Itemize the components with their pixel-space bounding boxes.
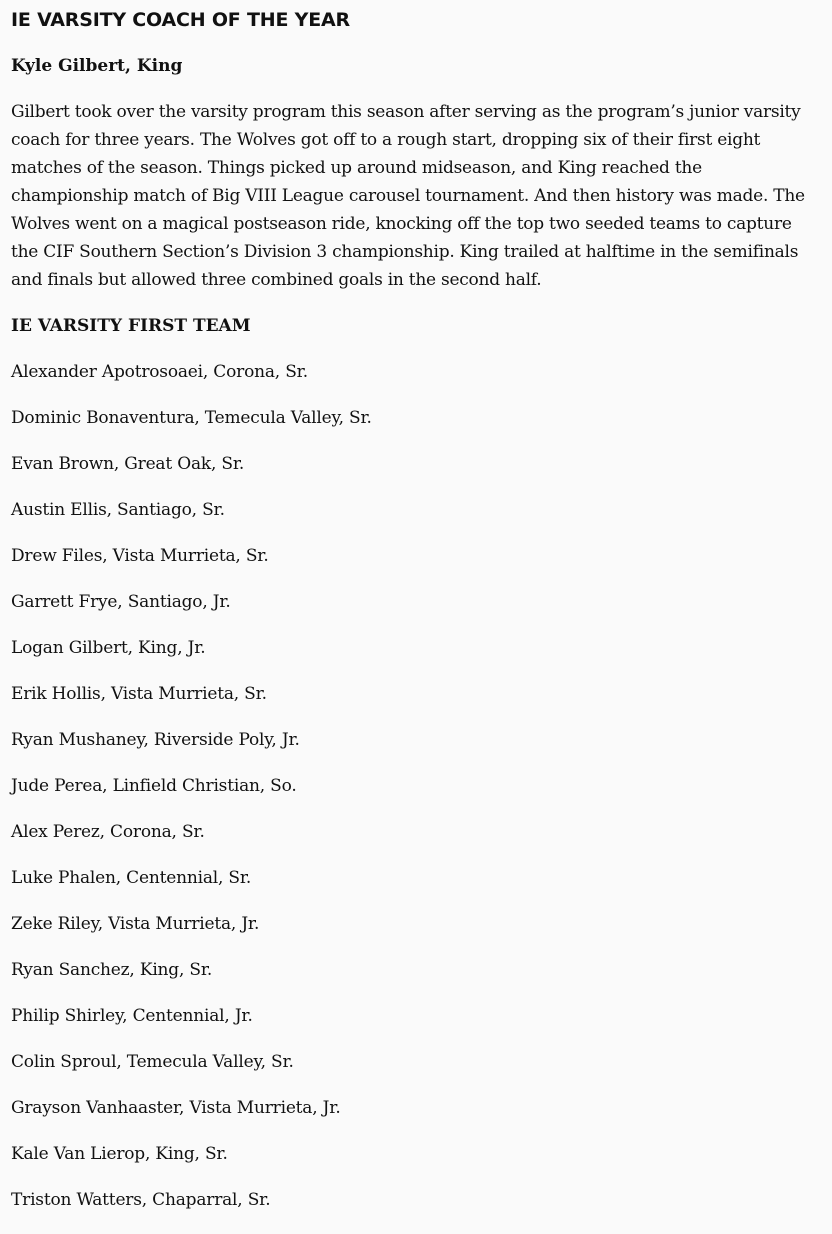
first-team-list (11, 358, 822, 1214)
player-item: Philip Shirley, Centennial, Jr. (11, 1006, 253, 1026)
player-item: Erik Hollis, Vista Murrieta, Sr. (11, 684, 267, 704)
player-item: Ryan Sanchez, King, Sr. (11, 960, 213, 980)
player-item: Garrett Frye, Santiago, Jr. (11, 592, 231, 612)
player-item: Alexander Apotrosoaei, Corona, Sr. (11, 362, 308, 382)
player-item: Logan Gilbert, King, Jr. (11, 638, 206, 658)
player-item: Drew Files, Vista Murrieta, Sr. (11, 546, 269, 566)
first-team-heading: IE VARSITY FIRST TEAM (11, 316, 251, 336)
player-item: Luke Phalen, Centennial, Sr. (11, 868, 252, 888)
player-item: Colin Sproul, Temecula Valley, Sr. (11, 1052, 294, 1072)
coach-description: Gilbert took over the varsity program this season after serving as the program’s junior varsity coach for three years. The Wolves got off to a rough start, dropping six of their first eight matches of the season. Things picked up around midseason, and King reached the championship match of Big VIII League carousel tournament. And then history was made. The Wolves went on a magical postseason ride, knocking off the top two seeded teams to capture the CIF Southern Section’s Division 3 championship. King trailed at halftime in the semifinals and finals but allowed three combined goals in the second half. (11, 102, 805, 290)
coach-of-year-heading: IE VARSITY COACH OF THE YEAR (11, 9, 350, 31)
player-item: Triston Watters, Chaparral, Sr. (11, 1190, 271, 1210)
player-item: Kale Van Lierop, King, Sr. (11, 1144, 228, 1164)
player-item: Jude Perea, Linfield Christian, So. (11, 776, 297, 796)
coach-name: Kyle Gilbert, King (11, 56, 183, 76)
player-item: Dominic Bonaventura, Temecula Valley, Sr. (11, 408, 372, 428)
player-item: Austin Ellis, Santiago, Sr. (11, 500, 225, 520)
player-item: Evan Brown, Great Oak, Sr. (11, 454, 245, 474)
player-item: Alex Perez, Corona, Sr. (11, 822, 205, 842)
player-item: Grayson Vanhaaster, Vista Murrieta, Jr. (11, 1098, 341, 1118)
player-item: Zeke Riley, Vista Murrieta, Jr. (11, 914, 260, 934)
player-item: Ryan Mushaney, Riverside Poly, Jr. (11, 730, 300, 750)
